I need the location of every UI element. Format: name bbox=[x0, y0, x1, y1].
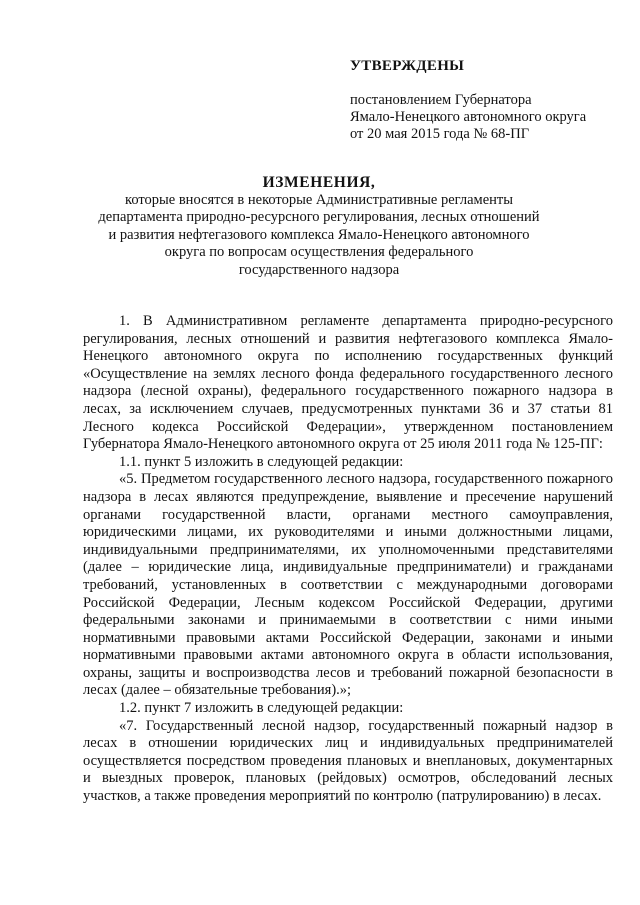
heading-title: ИЗМЕНЕНИЯ, bbox=[262, 174, 376, 191]
heading-line: и развития нефтегазового комплекса Ямало-Ненецкого автономного bbox=[108, 226, 530, 243]
heading-line: департамента природно-ресурсного регулирования, лесных отношений bbox=[98, 209, 540, 225]
body-paragraph: 1.2. пункт 7 изложить в следующей редакции: bbox=[119, 700, 404, 717]
approval-title: УТВЕРЖДЕНЫ bbox=[350, 58, 465, 74]
approval-line: Ямало-Ненецкого автономного округа bbox=[350, 109, 587, 125]
heading-line: государственного надзора bbox=[238, 261, 400, 278]
heading-line: округа по вопросам осуществления федерального bbox=[164, 244, 474, 260]
body-paragraph: 1.1. пункт 5 изложить в следующей редакции: bbox=[119, 453, 404, 470]
approval-line: постановлением Губернатора bbox=[350, 92, 532, 108]
document-body bbox=[83, 313, 613, 806]
body-paragraph: «7. Государственный лесной надзор, государственный пожарный надзор в лесах в отношении юридических лиц и индивидуальных предпринимателей осуществляется посредством проведения плановых и внеплановых, документарных и выездных проверок, плановых (рейдовых) осмотров, обследований лесных участков, а также проведения мероприятий по контролю (патрулированию) в лесах. bbox=[83, 717, 613, 805]
heading-line: которые вносятся в некоторые Административные регламенты bbox=[125, 191, 513, 208]
approval-line: от 20 мая 2015 года № 68-ПГ bbox=[350, 126, 530, 142]
document-heading bbox=[95, 174, 543, 279]
body-paragraph: «5. Предметом государственного лесного надзора, государственного пожарного надзора в лесах являются предупреждение, выявление и пресечение нарушений органами государственной власти, органами местного самоуправления, юридическими лицами, их руководителями и иными должностными лицами, индивидуальными предпринимателями, их уполномоченными представителями (далее – юридические лица, индивидуальные предприниматели) и гражданами требований, установленных в соответствии с международными договорами Российской Федерации, Лесным кодексом Российской Федерации, другими федеральными законами и принимаемыми в соответствии с ними иными нормативными правовыми актами Российской Федерации, законами и иными нормативными правовыми актами автономного округа в области использования, охраны, защиты и воспроизводства лесов и требований пожарной безопасности в лесах (далее – обязательные требования).»; bbox=[83, 471, 613, 699]
body-paragraph: 1. В Административном регламенте департамента природно-ресурсного регулирования, лесных отношений и развития нефтегазового комплекса Ямало-Ненецкого автономного округа по исполнению государственных функций «Осуществление на землях лесного фонда федерального государственного лесного надзора (лесной охраны), федерального государственного пожарного надзора в лесах, за исключением случаев, предусмотренных пунктами 36 и 37 статьи 81 Лесного кодекса Российской Федерации», утвержденном постановлением Губернатора Ямало-Ненецкого автономного округа от 25 июля 2011 года № 125-ПГ: bbox=[83, 313, 613, 453]
approval-block bbox=[350, 58, 620, 143]
